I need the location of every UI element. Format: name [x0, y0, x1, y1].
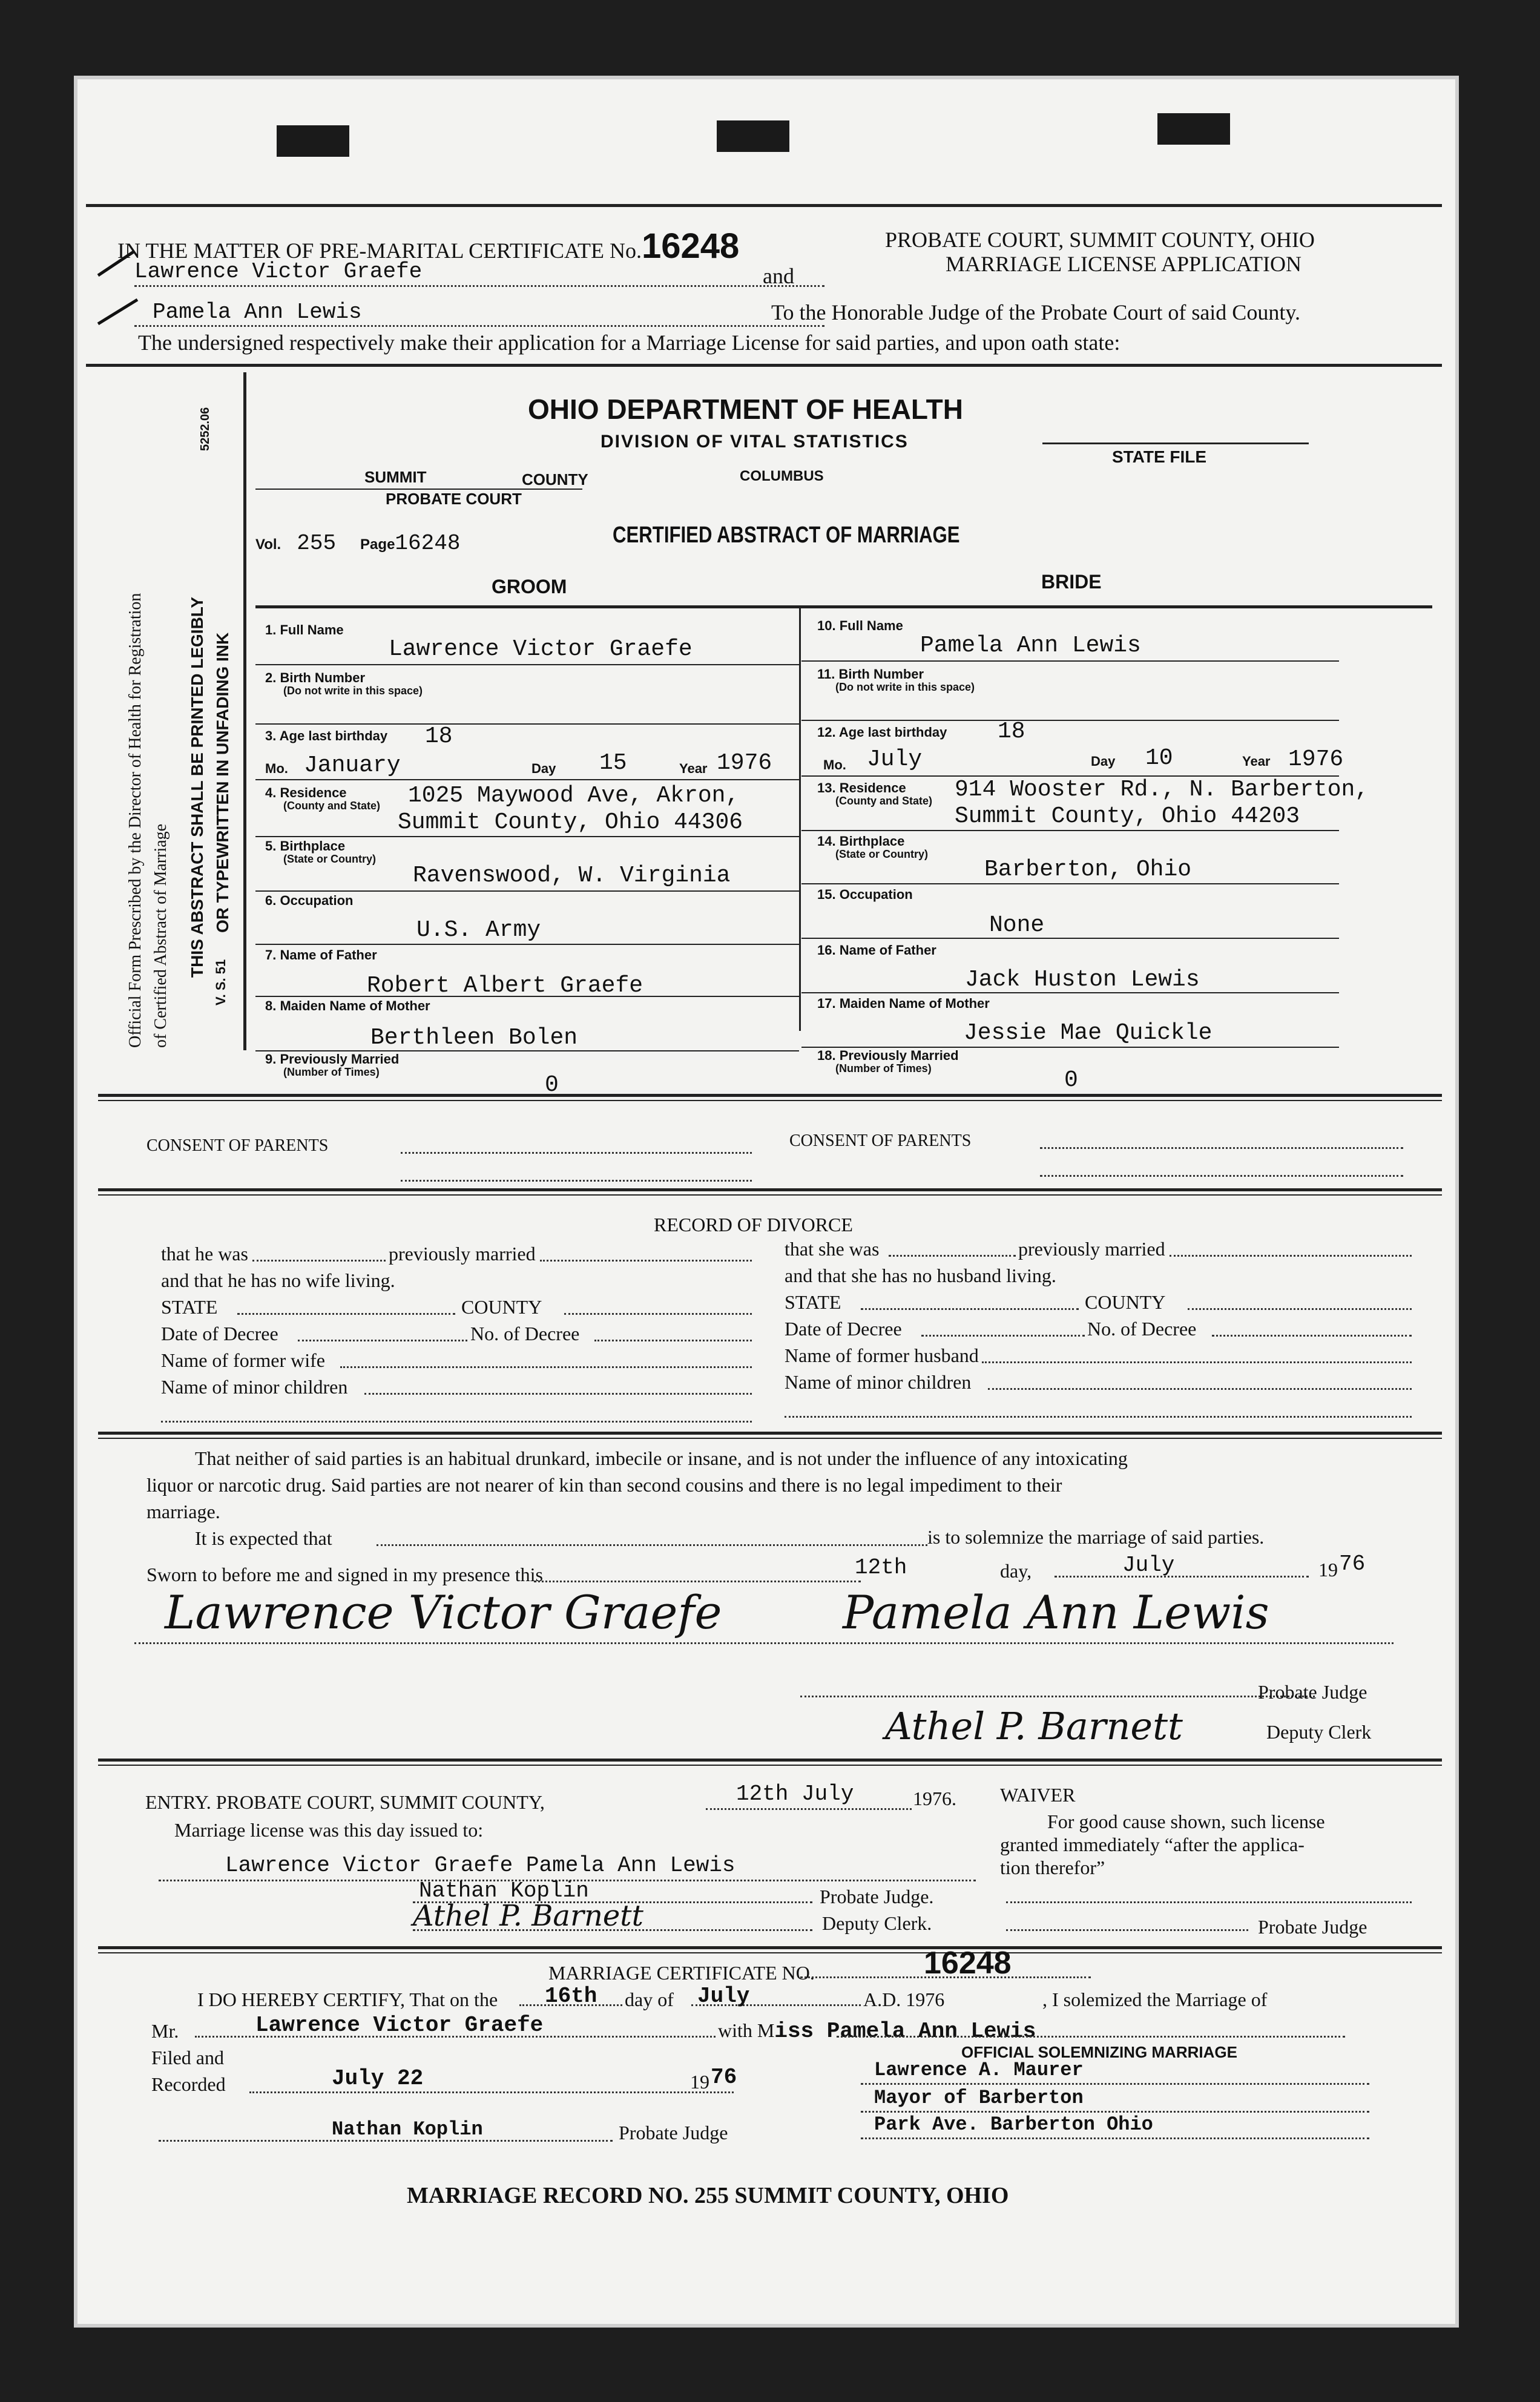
dotted-line	[413, 1929, 812, 1931]
bride-full-name: Pamela Ann Lewis	[920, 633, 1141, 659]
dotted-line	[134, 1642, 1394, 1644]
field-label-year: Year	[679, 761, 708, 776]
entry-deputy-clerk: Deputy Clerk.	[822, 1912, 932, 1934]
divorce-he-was: that he was	[161, 1243, 248, 1265]
waiver-title: WAIVER	[1000, 1784, 1076, 1806]
bride-residence-line1: 914 Wooster Rd., N. Barberton,	[955, 777, 1369, 803]
dotted-line	[564, 1313, 752, 1315]
groom-birth-day: 15	[599, 750, 627, 776]
dotted-line	[401, 1180, 752, 1182]
field-note: (County and State)	[835, 795, 932, 807]
field-note: (Number of Times)	[835, 1062, 932, 1074]
oath-paragraph-line3: marriage.	[146, 1501, 220, 1522]
abstract-title: CERTIFIED ABSTRACT OF MARRIAGE	[613, 522, 960, 548]
row-line	[255, 779, 799, 780]
dotted-line	[534, 1581, 861, 1582]
entry-date: 12th July	[736, 1782, 854, 1806]
bride-heading: BRIDE	[1041, 571, 1102, 593]
field-number: 16.	[817, 943, 836, 958]
groom-birthplace: Ravenswood, W. Virginia	[413, 863, 731, 889]
field-number: 9.	[265, 1051, 277, 1067]
certificate-official-label: OFFICIAL SOLEMNIZING MARRIAGE	[961, 2043, 1237, 2061]
row-line	[255, 944, 799, 945]
abstract-county-value: SUMMIT	[364, 468, 427, 486]
dotted-line	[1006, 1901, 1412, 1903]
dotted-line	[861, 2137, 1369, 2139]
oath-year-prefix: 19	[1318, 1559, 1338, 1581]
divider	[98, 1194, 1442, 1196]
divorce-she-was: that she was	[785, 1238, 880, 1260]
certificate-officiant-title: Mayor of Barberton	[874, 2087, 1084, 2109]
vol-label: Vol.	[255, 536, 281, 553]
divider	[98, 1952, 1442, 1953]
divorce-prev-married-bride: previously married	[1018, 1238, 1165, 1260]
field-label-birth-number: Birth Number	[280, 670, 366, 685]
divorce-state-label: STATE	[161, 1296, 218, 1318]
certificate-number: 16248	[924, 1946, 1012, 1981]
divorce-date-decree: Date of Decree	[161, 1323, 278, 1344]
divider	[86, 364, 1442, 367]
row-line	[255, 996, 799, 997]
header-matter-label: IN THE MATTER OF PRE-MARITAL CERTIFICATE No.	[117, 239, 642, 263]
divider	[98, 1765, 1442, 1766]
bride-birth-year: 1976	[1288, 746, 1344, 772]
header-court: PROBATE COURT, SUMMIT COUNTY, OHIO	[885, 228, 1315, 252]
punch-hole	[717, 120, 789, 152]
oath-paragraph-line1: That neither of said parties is an habitual drunkard, imbecile or insane, and is not under the influence of any intoxicating	[195, 1447, 1128, 1469]
waiver-probate-judge: Probate Judge	[1258, 1916, 1367, 1938]
field-number: 11.	[817, 666, 835, 682]
field-note: (State or Country)	[835, 848, 928, 860]
groom-mother: Berthleen Bolen	[370, 1025, 578, 1051]
document-page	[74, 76, 1459, 2328]
entry-year: 1976.	[913, 1788, 956, 1809]
header-cert-number: 16248	[641, 226, 740, 266]
bride-residence-line2: Summit County, Ohio 44203	[955, 803, 1300, 829]
field-label-mother: Maiden Name of Mother	[280, 998, 430, 1013]
field-number: 18.	[817, 1048, 836, 1063]
groom-residence-line2: Summit County, Ohio 44306	[398, 809, 743, 835]
bride-previously-married: 0	[1064, 1067, 1078, 1093]
header-and: and	[763, 264, 794, 288]
field-label-month: Mo.	[265, 761, 288, 776]
vol-value: 255	[297, 531, 337, 556]
field-label-residence: Residence	[280, 785, 347, 800]
field-label-previously-married: Previously Married	[839, 1048, 959, 1063]
field-label-month: Mo.	[823, 757, 846, 772]
row-line	[801, 883, 1339, 884]
dotted-line	[861, 2111, 1369, 2113]
abstract-columbus: COLUMBUS	[740, 468, 824, 484]
certificate-recorded-year: 76	[711, 2065, 737, 2090]
field-label-full-name: Full Name	[280, 622, 344, 637]
ink-check-marks	[92, 239, 159, 336]
divider	[98, 1100, 1442, 1101]
divorce-minor-children-bride: Name of minor children	[785, 1371, 972, 1393]
bride-mother: Jessie Mae Quickle	[964, 1020, 1213, 1046]
divider	[98, 1438, 1442, 1439]
bride-occupation: None	[989, 912, 1045, 938]
divider	[98, 1188, 1442, 1191]
groom-father: Robert Albert Graefe	[367, 973, 643, 999]
punch-hole	[277, 125, 349, 157]
groom-birth-year: 1976	[717, 750, 772, 776]
certificate-title: MARRIAGE CERTIFICATE NO.	[548, 1962, 815, 1984]
entry-license-names: Lawrence Victor Graefe Pamela Ann Lewis	[225, 1853, 735, 1878]
field-label-day: Day	[531, 761, 556, 776]
side-text-form-number: V. S. 51	[213, 959, 228, 1005]
certificate-day-of: day of	[625, 1989, 674, 2010]
field-label-full-name: Full Name	[839, 618, 903, 633]
certificate-bride: iss Pamela Ann Lewis	[774, 2019, 1036, 2044]
dotted-line	[540, 1260, 752, 1262]
header-undersigned: The undersigned respectively make their application for a Marriage License for said parties, and upon oath state:	[138, 331, 1120, 355]
dotted-line	[921, 1335, 1085, 1337]
dotted-line	[1188, 1308, 1412, 1310]
field-number: 14.	[817, 834, 836, 849]
waiver-line1: For good cause shown, such license	[1047, 1811, 1325, 1832]
header-application-title: MARRIAGE LICENSE APPLICATION	[946, 252, 1302, 276]
side-text-code: 5252.06	[199, 407, 212, 451]
bride-signature: Pamela Ann Lewis	[843, 1585, 1269, 1639]
field-label-age: Age last birthday	[838, 725, 947, 740]
groom-birth-month: January	[304, 752, 401, 778]
side-text-unfading-ink: OR TYPEWRITTEN IN UNFADING INK	[213, 632, 232, 933]
row-line	[801, 992, 1339, 993]
abstract-vol	[255, 531, 460, 556]
left-border	[243, 372, 246, 1050]
row-line	[255, 664, 799, 665]
dotted-line	[1006, 1929, 1248, 1931]
oath-probate-judge: Probate Judge	[1258, 1681, 1367, 1703]
side-text-printed-legibly: THIS ABSTRACT SHALL BE PRINTED LEGIBLY	[188, 596, 206, 978]
divorce-former-husband: Name of former husband	[785, 1344, 979, 1366]
row-line	[801, 720, 1339, 721]
dotted-line	[889, 1255, 1016, 1257]
entry-deputy-signature: Athel P. Barnett	[413, 1899, 643, 1933]
oath-expected-label: It is expected that	[195, 1527, 332, 1549]
field-label-day: Day	[1091, 754, 1116, 769]
divorce-prev-married: previously married	[389, 1243, 536, 1265]
certificate-groom: Lawrence Victor Graefe	[255, 2013, 544, 2038]
column-divider	[799, 607, 801, 1031]
field-number: 3.	[265, 728, 277, 743]
field-label-age: Age last birthday	[279, 728, 388, 743]
divorce-county-label-bride: COUNTY	[1085, 1291, 1166, 1313]
field-label-birthplace: Birthplace	[839, 834, 905, 849]
marriage-record-footer: MARRIAGE RECORD NO. 255 SUMMIT COUNTY, OHIO	[407, 2183, 1009, 2208]
field-number: 4.	[265, 785, 277, 800]
divorce-no-husband: and that she has no husband living.	[785, 1265, 1056, 1286]
divorce-title: RECORD OF DIVORCE	[654, 1214, 853, 1236]
dotted-line	[982, 1361, 1412, 1363]
field-number: 8.	[265, 998, 277, 1013]
certificate-day: 16th	[545, 1984, 597, 2009]
dotted-line	[1040, 1147, 1403, 1149]
divider	[98, 1759, 1442, 1762]
field-label-year: Year	[1242, 754, 1271, 769]
row-line	[255, 836, 799, 837]
divider	[98, 1946, 1442, 1949]
field-number: 7.	[265, 947, 277, 962]
field-number: 6.	[265, 893, 277, 908]
field-number: 1.	[265, 622, 277, 637]
field-note: (Do not write in this space)	[283, 685, 423, 697]
oath-sworn-day: 12th	[855, 1555, 907, 1580]
field-note: (Do not write in this space)	[835, 681, 975, 693]
groom-residence-line1: 1025 Maywood Ave, Akron,	[408, 783, 740, 809]
abstract-county-label: COUNTY	[522, 470, 588, 489]
abstract-state-file: STATE FILE	[1112, 447, 1207, 466]
dotted-line	[134, 325, 824, 327]
divorce-county-label: COUNTY	[461, 1296, 542, 1318]
divider	[98, 1432, 1442, 1435]
field-label-birthplace: Birthplace	[280, 838, 346, 854]
oath-sworn: Sworn to before me and signed in my presence this	[146, 1564, 543, 1585]
field-label-father: Name of Father	[280, 947, 377, 962]
entry-judge-name: Nathan Koplin	[419, 1878, 589, 1903]
field-number: 15.	[817, 887, 836, 902]
certificate-certify: I DO HEREBY CERTIFY, That on the	[197, 1989, 498, 2010]
dotted-line	[252, 1260, 386, 1262]
dotted-line	[298, 1340, 467, 1341]
bride-age: 18	[998, 719, 1025, 745]
bride-birth-month: July	[867, 746, 923, 772]
dotted-line	[861, 1308, 1079, 1310]
waiver-line2: granted immediately “after the applica-	[1000, 1834, 1305, 1855]
header-to-judge: To the Honorable Judge of the Probate Court of said County.	[771, 300, 1300, 324]
row-line	[801, 938, 1339, 939]
divorce-date-decree-bride: Date of Decree	[785, 1318, 902, 1340]
divorce-minor-children-groom: Name of minor children	[161, 1376, 348, 1398]
dotted-line	[988, 1388, 1412, 1390]
bride-birth-day: 10	[1145, 745, 1173, 771]
dotted-line	[861, 2083, 1369, 2085]
certificate-year-prefix: 19	[690, 2071, 709, 2093]
groom-age: 18	[425, 723, 453, 749]
page-value: 16248	[395, 531, 461, 556]
field-note: (Number of Times)	[283, 1066, 380, 1078]
field-number: 5.	[265, 838, 277, 854]
field-label-occupation: Occupation	[839, 887, 913, 902]
certificate-ad: A.D. 1976	[863, 1989, 945, 2010]
field-note: (State or Country)	[283, 853, 376, 865]
divorce-no-wife: and that he has no wife living.	[161, 1269, 395, 1291]
certificate-mr: Mr.	[151, 2020, 179, 2042]
dotted-line	[377, 1544, 927, 1546]
abstract-dept-title: OHIO DEPARTMENT OF HEALTH	[528, 393, 963, 425]
dotted-line	[1040, 1175, 1403, 1177]
consent-groom-label: CONSENT OF PARENTS	[146, 1136, 329, 1155]
oath-sworn-month: July	[1122, 1553, 1175, 1578]
dotted-line	[340, 1366, 752, 1368]
dotted-line	[594, 1340, 752, 1341]
field-number: 13.	[817, 780, 836, 795]
divorce-no-decree-bride: No. of Decree	[1087, 1318, 1197, 1340]
dotted-line	[1055, 1576, 1309, 1578]
side-text-certified-abstract: of Certified Abstract of Marriage	[151, 823, 170, 1048]
certificate-probate-judge: Probate Judge	[619, 2122, 728, 2144]
certificate-judge: Nathan Koplin	[332, 2118, 483, 2140]
deputy-clerk-signature: Athel P. Barnett	[885, 1704, 1183, 1748]
dotted-line	[837, 2036, 1345, 2038]
groom-occupation: U.S. Army	[416, 917, 541, 943]
field-label-occupation: Occupation	[280, 893, 354, 908]
waiver-line3: tion therefor”	[1000, 1857, 1105, 1878]
groom-heading: GROOM	[492, 576, 567, 597]
divorce-state-label-bride: STATE	[785, 1291, 841, 1313]
certificate-filed: Filed and	[151, 2047, 224, 2068]
dotted-line	[161, 1421, 752, 1423]
divorce-former-wife: Name of former wife	[161, 1349, 325, 1371]
table-top-line	[255, 605, 1432, 608]
certificate-recorded-date: July 22	[332, 2066, 424, 2091]
field-label-residence: Residence	[839, 780, 906, 795]
dotted-line	[134, 285, 824, 287]
oath-year-suffix: 76	[1339, 1551, 1366, 1576]
certificate-recorded: Recorded	[151, 2073, 226, 2095]
row-line	[255, 890, 799, 892]
dotted-line	[401, 1152, 752, 1154]
header-applicant-bride: Pamela Ann Lewis	[153, 300, 362, 324]
punch-hole	[1157, 113, 1230, 145]
groom-signature: Lawrence Victor Graefe	[165, 1585, 722, 1639]
dotted-line	[364, 1393, 752, 1395]
row-line	[801, 830, 1339, 831]
header-applicant-groom: Lawrence Victor Graefe	[134, 259, 423, 284]
field-number: 12.	[817, 725, 836, 740]
bride-birthplace: Barberton, Ohio	[984, 857, 1192, 883]
abstract-division: DIVISION OF VITAL STATISTICS	[601, 432, 909, 452]
dotted-line	[249, 2091, 734, 2093]
divider	[86, 204, 1442, 207]
field-number: 17.	[817, 996, 836, 1011]
dotted-line	[1212, 1335, 1412, 1337]
divorce-no-decree: No. of Decree	[470, 1323, 580, 1344]
state-file-line	[1042, 443, 1309, 444]
field-number: 10.	[817, 618, 836, 633]
field-label-father: Name of Father	[839, 943, 936, 958]
groom-previously-married: 0	[545, 1072, 559, 1098]
entry-line: ENTRY. PROBATE COURT, SUMMIT COUNTY,	[145, 1791, 545, 1813]
divider	[98, 1094, 1442, 1097]
field-label-birth-number: Birth Number	[838, 666, 924, 682]
dotted-line	[237, 1313, 455, 1315]
field-number: 2.	[265, 670, 277, 685]
dotted-line	[706, 1808, 912, 1810]
oath-expected-end: is to solemnize the marriage of said parties.	[927, 1526, 1265, 1548]
row-line	[255, 723, 799, 725]
row-line	[801, 660, 1339, 662]
oath-deputy-clerk: Deputy Clerk	[1266, 1721, 1372, 1743]
entry-issued: Marriage license was this day issued to:	[174, 1819, 484, 1841]
certificate-officiant: Lawrence A. Maurer	[874, 2059, 1084, 2081]
oath-paragraph-line2: liquor or narcotic drug. Said parties are not nearer of kin than second cousins and there is no legal impediment to their	[146, 1474, 1062, 1496]
page-label: Page	[360, 536, 395, 553]
certificate-solemnized: , I solemized the Marriage of	[1042, 1989, 1268, 2010]
field-label-mother: Maiden Name of Mother	[839, 996, 990, 1011]
dotted-line	[1170, 1255, 1412, 1257]
certificate-month: July	[697, 1984, 750, 2009]
certificate-with: with M	[718, 2019, 775, 2041]
field-note: (County and State)	[283, 800, 380, 812]
dotted-line	[800, 1696, 1315, 1697]
groom-full-name: Lawrence Victor Graefe	[389, 636, 693, 662]
abstract-probate-court: PROBATE COURT	[386, 490, 522, 508]
entry-probate-judge: Probate Judge.	[820, 1886, 934, 1907]
consent-bride-label: CONSENT OF PARENTS	[789, 1131, 972, 1150]
field-label-previously-married: Previously Married	[280, 1051, 400, 1067]
side-text-official-form: Official Form Prescribed by the Director of Health for Registration	[126, 593, 145, 1048]
oath-day-label: day,	[1000, 1560, 1032, 1582]
bride-father: Jack Huston Lewis	[965, 967, 1200, 993]
dotted-line	[800, 1976, 1091, 1978]
certificate-officiant-address: Park Ave. Barberton Ohio	[874, 2113, 1153, 2136]
dotted-line	[785, 1416, 1412, 1418]
